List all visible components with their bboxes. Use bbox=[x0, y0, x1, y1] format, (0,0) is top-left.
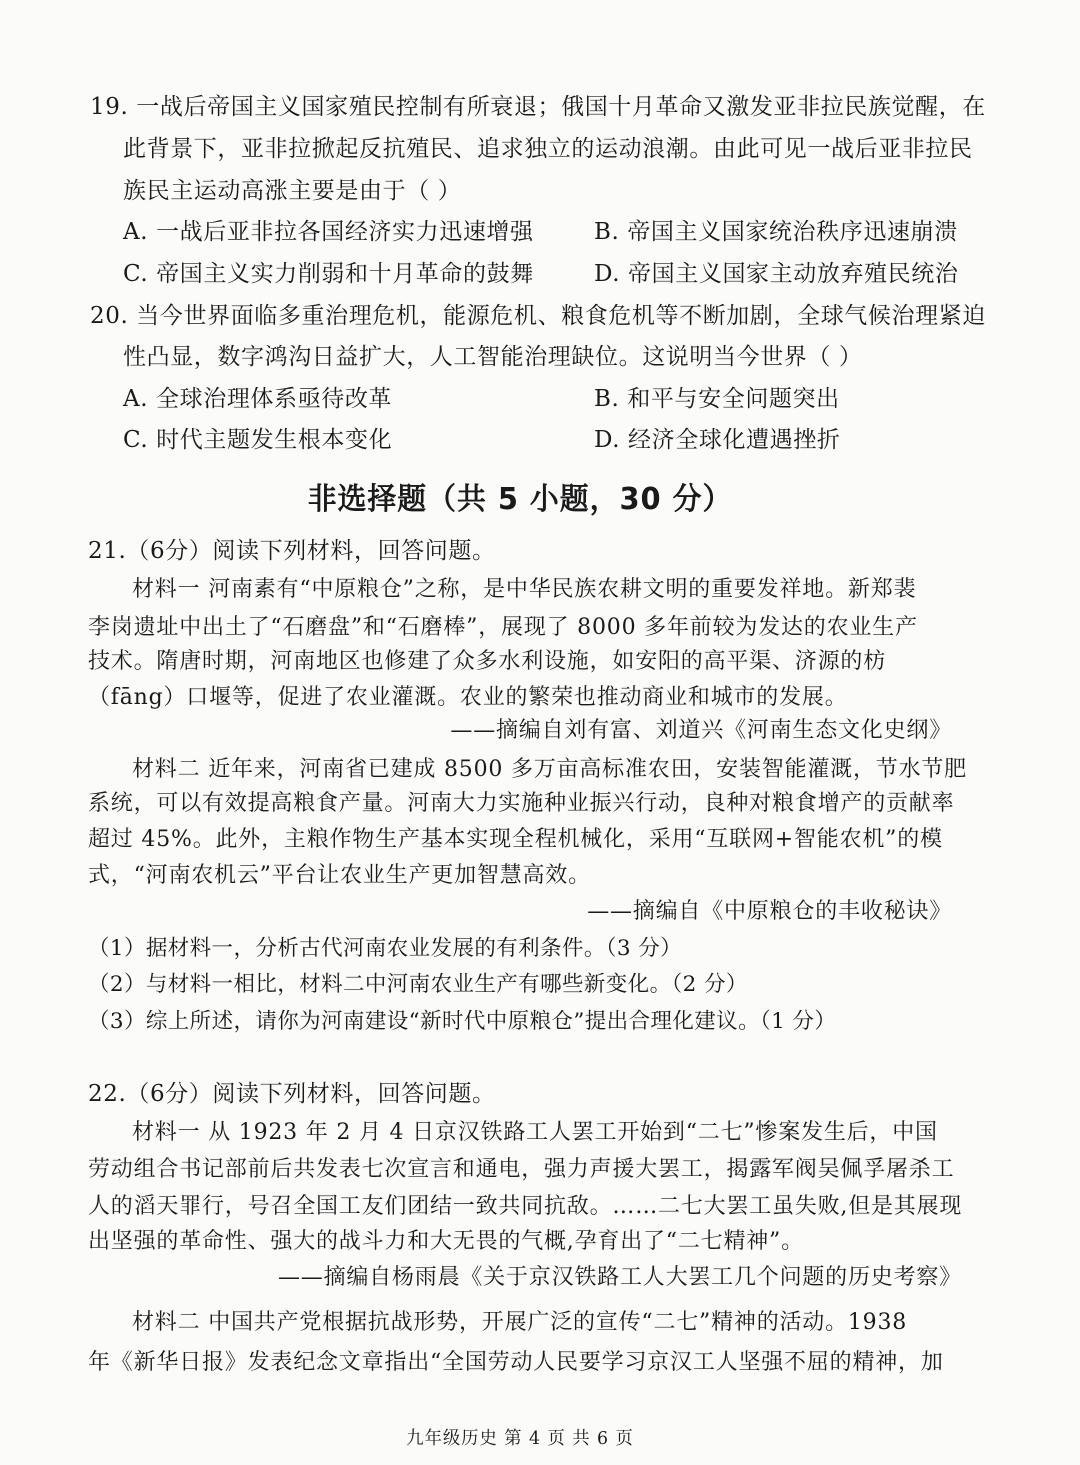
q22-material1-line-4: 出坚强的革命性、强大的战斗力和大无畏的气概,孕育出了“二七精神”。 bbox=[88, 1229, 804, 1254]
q21-material2-line-2: 系统，可以有效提高粮食产量。河南大力实施种业振兴行动，良种对粮食增产的贡献率 bbox=[88, 791, 955, 816]
q21-material1-line-2: 李岗遗址中出土了“石磨盘”和“石磨棒”，展现了 8000 多年前较为发达的农业生产 bbox=[88, 615, 918, 640]
q21-subquestion-2: （2）与材料一相比，材料二中河南农业生产有哪些新变化。（2 分） bbox=[88, 972, 748, 997]
q19-line-3: 族民主运动高涨主要是由于（ ） bbox=[123, 178, 462, 204]
q20-option-b: B. 和平与安全问题突出 bbox=[594, 386, 840, 412]
q19-option-c: C. 帝国主义实力削弱和十月革命的鼓舞 bbox=[123, 261, 534, 287]
q21-material1-line-4: （fāng）口堰等，促进了农业灌溉。农业的繁荣也推动商业和城市的发展。 bbox=[88, 685, 848, 710]
q19-line-1: 19. 一战后帝国主义国家殖民控制有所衰退；俄国十月革命又激发亚非拉民族觉醒，在 bbox=[90, 94, 986, 120]
q21-material2-line-1: 材料二 近年来，河南省已建成 8500 多万亩高标准农田，安装智能灌溉，节水节肥 bbox=[132, 757, 967, 782]
page-footer: 九年级历史 第 4 页 共 6 页 bbox=[406, 1428, 634, 1449]
section-title: 非选择题（共 5 小题，30 分） bbox=[307, 482, 733, 517]
q22-material1-line-3: 人的滔天罪行，号召全国工友们团结一致共同抗敌。……二七大罢工虽失败,但是其展现 bbox=[88, 1194, 963, 1219]
q21-material2-line-4: 式，“河南农机云”平台让农业生产更加智慧高效。 bbox=[88, 863, 591, 888]
q21-source2: ——摘编自《中原粮仓的丰收秘诀》 bbox=[587, 899, 952, 924]
q22-source1: ——摘编自杨雨晨《关于京汉铁路工人大罢工几个问题的历史考察》 bbox=[277, 1265, 962, 1290]
q19-line-2: 此背景下，亚非拉掀起反抗殖民、追求独立的运动浪潮。由此可见一战后亚非拉民 bbox=[123, 136, 973, 162]
q22-material2-line-2: 年《新华日报》发表纪念文章指出“全国劳动人民要学习京汉工人坚强不屈的精神，加 bbox=[88, 1350, 944, 1375]
q20-option-d: D. 经济全球化遭遇挫折 bbox=[594, 427, 841, 453]
q19-option-a: A. 一战后亚非拉各国经济实力迅速增强 bbox=[123, 219, 534, 245]
q19-option-b: B. 帝国主义国家统治秩序迅速崩溃 bbox=[594, 219, 958, 245]
q21-material2-line-3: 超过 45%。此外，主粮作物生产基本实现全程机械化，采用“互联网+智能农机”的模 bbox=[88, 827, 943, 852]
q21-subquestion-3: （3）综上所述，请你为河南建设“新时代中原粮仓”提出合理化建议。（1 分） bbox=[88, 1009, 837, 1034]
q21-source1: ——摘编自刘有富、刘道兴《河南生态文化史纲》 bbox=[450, 718, 952, 743]
q21-subquestion-1: （1）据材料一，分析古代河南农业发展的有利条件。（3 分） bbox=[88, 936, 683, 961]
q20-option-a: A. 全球治理体系亟待改革 bbox=[123, 386, 393, 412]
q20-line-2: 性凸显，数字鸿沟日益扩大，人工智能治理缺位。这说明当今世界（ ） bbox=[123, 344, 863, 370]
q21-stem: 21.（6分）阅读下列材料，回答问题。 bbox=[88, 538, 496, 564]
q22-stem: 22.（6分）阅读下列材料，回答问题。 bbox=[88, 1081, 496, 1107]
q22-material1-line-2: 劳动组合书记部前后共发表七次宣言和通电，强力声援大罢工，揭露军阀吴佩孚屠杀工 bbox=[88, 1157, 955, 1182]
q19-option-d: D. 帝国主义国家主动放弃殖民统治 bbox=[594, 261, 959, 287]
q21-material1-line-3: 技术。隋唐时期，河南地区也修建了众多水利设施，如安阳的高平渠、济源的枋 bbox=[88, 649, 887, 674]
q21-material1-line-1: 材料一 河南素有“中原粮仓”之称，是中华民族农耕文明的重要发祥地。新郑裴 bbox=[132, 577, 917, 602]
q22-material1-line-1: 材料一 从 1923 年 2 月 4 日京汉铁路工人罢工开始到“二七”惨案发生后，中国 bbox=[132, 1120, 938, 1145]
q22-material2-line-1: 材料二 中国共产党根据抗战形势，开展广泛的宣传“二七”精神的活动。1938 bbox=[132, 1310, 908, 1335]
q20-option-c: C. 时代主题发生根本变化 bbox=[123, 427, 393, 453]
q20-line-1: 20. 当今世界面临多重治理危机，能源危机、粮食危机等不断加剧，全球气候治理紧迫 bbox=[90, 303, 986, 329]
